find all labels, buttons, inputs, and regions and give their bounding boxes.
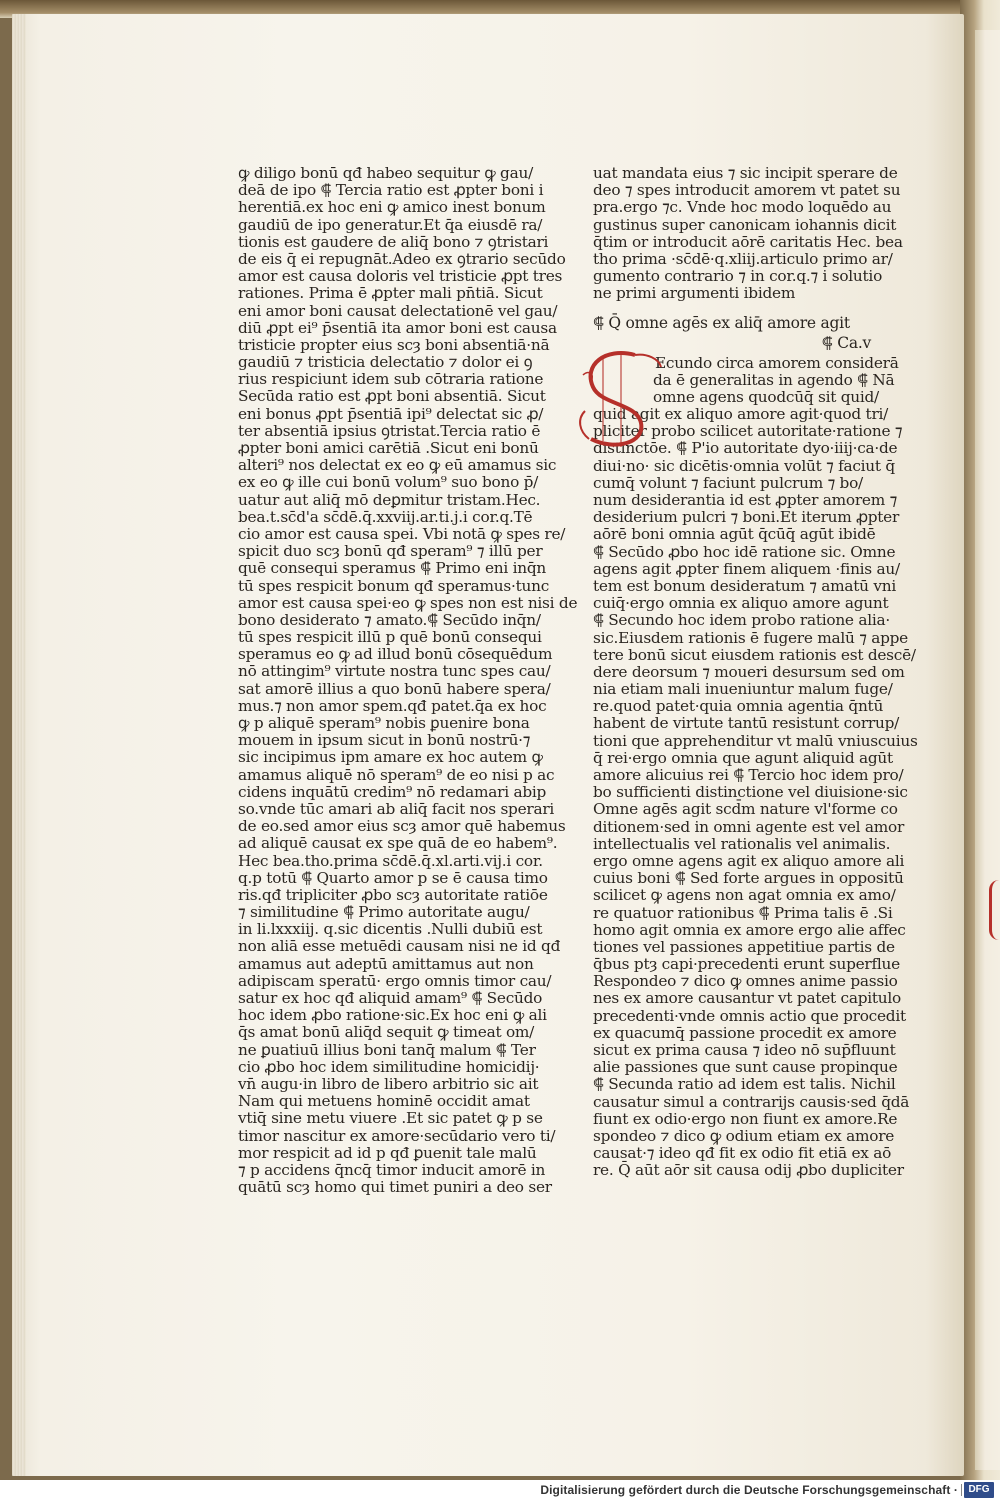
text-line: gaudiū ⁊ tristicia delectatio ⁊ dolor ei ꝯ xyxy=(238,353,533,372)
text-line: tere bonū sicut eiusdem rationis est descē/ xyxy=(593,645,916,664)
text-line: gumento contrario ⁊ in cor.q.⁊ i solutio xyxy=(593,267,883,286)
text-line: q.p totū ⸿ Quarto amor p se ē causa timo xyxy=(238,868,548,887)
text-line: Respondeo ⁊ dico ꝙ omnes anime passio xyxy=(593,972,898,991)
text-line: gustinus super canonicam iohannis dicit xyxy=(593,215,897,234)
text-line: rius respiciunt idem sub cōtraria ratione xyxy=(238,370,544,389)
text-line: satur ex hoc qđ aliquid amam⁹ ⸿ Secūdo xyxy=(238,989,543,1007)
text-line: re quatuor rationibus ⸿ Prima talis ē .Si xyxy=(593,903,893,922)
dfg-logo: DFG xyxy=(964,1482,994,1498)
text-line: Ecundo circa amorem considerā xyxy=(655,353,899,372)
text-line: tū spes respicit bonum qđ speramus·tunc xyxy=(238,576,550,595)
text-line: vtiq̄ sine metu viuere .Et sic patet ꝙ p se xyxy=(238,1109,543,1128)
text-line: alie passiones que sunt cause propinque xyxy=(593,1058,898,1077)
footer-credit: Digitalisierung gefördert durch die Deutsche Forschungsgemeinschaft · xyxy=(540,1483,958,1497)
text-line: ꝙ p aliquē speram⁹ nobis ꝑuenire bona xyxy=(238,714,530,732)
text-line: ⸿ Secundo hoc idem probo ratione alia· xyxy=(593,611,890,630)
text-line: Hec bea.tho.prima sc̄dē.q̄.xl.arti.vij.i cor. xyxy=(238,851,543,870)
text-line: ⁊ similitudine ⸿ Primo autoritate augu/ xyxy=(238,903,530,922)
text-line: nes ex amore causantur vt patet capitulo xyxy=(593,989,902,1008)
page-edges xyxy=(12,14,26,1476)
text-line: cidens inquātū credim⁹ nō redamari abip xyxy=(238,782,547,801)
text-line: tionis est gaudere de aliq̄ bono ⁊ ꝯtristari xyxy=(238,232,549,251)
text-line: amore alicuius rei ⸿ Tercio hoc idem pro/ xyxy=(593,766,904,784)
text-line: rationes. Prima ē ꝓpter mali pn̄tiā. Sicut xyxy=(238,284,543,303)
text-line: Omne agēs agit scd̄m nature vl'forme co xyxy=(593,800,898,819)
text-line: bea.t.sc̄d'a sc̄dē.q̄.xxviij.ar.ti.j.i cor.q.Tē xyxy=(238,507,533,526)
text-line: ⸿ Secunda ratio ad idem est talis. Nichil xyxy=(593,1075,896,1094)
text-line: amor est causa spei·eo ꝙ spes non est nisi de xyxy=(238,593,578,612)
text-line: sicut ex prima causa ⁊ ideo nō sup̄fluunt xyxy=(593,1041,896,1059)
text-line: ex eo ꝙ ille cui bonū volum⁹ suo bono p̄/ xyxy=(238,473,539,492)
text-line: precedenti·vnde omnis actio que procedit xyxy=(593,1006,906,1025)
rubric-mark xyxy=(989,880,1000,940)
text-line: mus.⁊ non amor spem.qđ patet.q̄a ex hoc xyxy=(238,696,547,715)
text-line: quē consequi speramus ⸿ Primo eni inq̄n xyxy=(238,559,547,578)
text-line: causat·⁊ ideo qđ fit ex odio fit etiā ex aō xyxy=(593,1144,892,1163)
text-line: timor nascitur ex amore·secūdario vero ti/ xyxy=(238,1126,556,1145)
text-line: num desiderantia id est ꝓpter amorem ⁊ xyxy=(593,491,897,509)
text-line: sat amorē illius a quo bonū habere spera/ xyxy=(238,679,551,698)
text-line: bono desiderato ⁊ amato.⸿ Secūdo inq̄n/ xyxy=(238,610,541,629)
text-line: desiderium pulcri ⁊ boni.Et iterum ꝓpter xyxy=(593,508,900,527)
text-line: hoc idem ꝓbo ratione·sic.Ex hoc eni ꝙ ali xyxy=(238,1006,547,1025)
text-line: pliciter probo scilicet autoritate·ratione ⁊ xyxy=(593,422,903,441)
text-line: uatur aut aliq̄ mō deꝑmitur tristam.Hec. xyxy=(238,490,541,509)
text-line: re.quod patet·quia omnia agentia q̄ntū xyxy=(593,697,884,716)
text-line: cumq̄ volunt ⁊ faciunt pulcrum ⁊ bo/ xyxy=(593,473,863,492)
text-line: ris.qđ tripliciter ꝓbo scȝ autoritate ratiōe xyxy=(238,885,548,904)
text-line: causatur simul a contrarijs causis·sed q̄dā xyxy=(593,1092,910,1111)
text-line: tū spes respicit illū p quē bonū consequi xyxy=(238,628,542,647)
decorated-initial-s xyxy=(575,345,663,453)
text-line: amor est causa doloris vel tristicie ꝓpt tres xyxy=(238,267,563,286)
footer-separator xyxy=(961,1484,962,1496)
text-line: ditionem·sed in omni agente est vel amor xyxy=(593,817,905,836)
text-line: nō attingim⁹ virtute nostra tunc spes cau/ xyxy=(238,662,551,681)
text-line: ne ꝑuatiuū illius boni tanq̄ malum ⸿ Ter xyxy=(238,1040,536,1059)
text-line: ꝓpter boni amici carētiā .Sicut eni bonū xyxy=(238,439,539,457)
text-line: in li.lxxxiij. q.sic dicentis .Nulli dubiū est xyxy=(238,920,543,939)
text-line: gaudiū de ipo generatur.Et q̄a eiusdē ra/ xyxy=(238,215,543,234)
text-line: Nam qui metuens hominē occidit amat xyxy=(238,1092,530,1111)
text-line: sic.Eiusdem rationis ē fugere malū ⁊ appe xyxy=(593,628,908,647)
text-line: eni bonus ꝓpt p̄sentiā ipi⁹ delectat sic ꝓ/ xyxy=(238,404,544,423)
text-line: ne primi argumenti ibidem xyxy=(593,284,796,303)
text-line: distinctōe. ⸿ P'io autoritate dyo·iiij·ca·de xyxy=(593,439,898,458)
text-line: dere deorsum ⁊ moueri desursum sed om xyxy=(593,662,905,681)
text-line: pra.ergo ⁊c. Vnde hoc modo loquēdo au xyxy=(593,198,892,217)
text-line: homo agit omnia ex amore ergo alie affec xyxy=(593,920,906,939)
text-line: q̄bus ptȝ capi·precedenti erunt superflue xyxy=(593,955,900,974)
text-line: amamus aut adeptū amittamus aut non xyxy=(238,954,534,973)
text-line: cuiq̄·ergo omnia ex aliquo amore agunt xyxy=(593,594,889,613)
text-line: ꝙ diligo bonū qđ habeo sequitur ꝙ gau/ xyxy=(238,164,533,182)
text-line: fiunt ex odio·ergo non fiunt ex amore.Re xyxy=(593,1109,898,1128)
text-line: cio ꝓbo hoc idem similitudine homicidij· xyxy=(238,1057,540,1076)
initial-letter-text: S xyxy=(575,345,576,346)
text-line: sic incipimus ipm amare ex hoc autem ꝙ xyxy=(238,748,543,767)
text-line: uat mandata eius ⁊ sic incipit sperare de xyxy=(593,164,898,182)
text-line: tem est bonum desideratum ⁊ amatū vni xyxy=(593,576,896,595)
right-text-column xyxy=(575,164,918,1180)
text-line: ex quacumq̄ passione procedit ex amore xyxy=(593,1023,897,1042)
text-line: herentiā.ex hoc eni ꝙ amico inest bonum xyxy=(238,198,546,217)
text-line: cio amor est causa spei. Vbi notā ꝙ spes re/ xyxy=(238,524,566,543)
text-line: q̄ rei·ergo omnia que agunt aliquid agūt xyxy=(593,748,893,767)
text-line: tioni que apprehenditur vt malū vniuscuius xyxy=(593,731,918,750)
text-line: non aliā esse metuēdi causam nisi ne id qđ xyxy=(238,937,561,956)
text-line: tho prima ·sc̄dē·q.xliij.articulo primo ar/ xyxy=(593,249,893,268)
text-line: mor respicit ad id p qđ ꝑuenit tale malū xyxy=(238,1143,537,1162)
text-line: tiones vel passiones appetitiue partis de xyxy=(593,937,895,956)
text-line: spondeo ⁊ dico ꝙ odium etiam ex amore xyxy=(593,1126,895,1145)
text-line: ergo omne agens agit ex aliquo amore ali xyxy=(593,851,905,870)
text-line: adipiscam speratū· ergo omnis timor cau/ xyxy=(238,971,552,990)
text-line: deo ⁊ spes introducit amorem vt patet su xyxy=(593,181,901,200)
text-line: agens agit ꝓpter finem aliquem ·finis au/ xyxy=(593,559,900,578)
text-line: de eo.sed amor eius scȝ amor quē habemus xyxy=(238,817,566,836)
text-line: Secūda ratio est ꝓpt boni absentiā. Sicut xyxy=(238,387,546,406)
text-line: tristicie propter eius scȝ boni absentiā·nā xyxy=(238,335,550,354)
text-line: speramus eo ꝙ ad illud bonū cōsequēdum xyxy=(238,645,553,664)
text-line: eni amor boni causat delectationē vel gau/ xyxy=(238,301,558,320)
text-line: cuius boni ⸿ Sed forte argues in oppositū xyxy=(593,869,904,888)
text-line: quātū scȝ homo qui timet puniri a deo ser xyxy=(238,1178,552,1197)
text-line: so.vnde tūc amari ab aliq̄ facit nos sperari xyxy=(238,799,555,818)
text-line: quid agit ex aliquo amore agit·quod tri/ xyxy=(593,405,889,424)
next-page-edge xyxy=(975,30,1000,1470)
text-line: mouem in ipsum sicut in bonū nostrū·⁊ xyxy=(238,731,531,750)
text-line: habent de virtute tantū resistunt corrup/ xyxy=(593,714,900,733)
text-line: diū ꝓpt ei⁹ p̄sentiā ita amor boni est causa xyxy=(238,318,557,337)
text-line: scilicet ꝙ agens non agat omnia ex amo/ xyxy=(593,886,896,905)
text-line: ter absentiā ipsius ꝯtristat.Tercia ratio ē xyxy=(238,421,541,440)
text-line: vn̄ augu·in libro de libero arbitrio sic ait xyxy=(238,1074,539,1093)
text-line: spicit duo scȝ bonū qđ speram⁹ ⁊ illū per xyxy=(238,542,543,561)
text-line: q̄tim or introducit aōrē caritatis Hec. bea xyxy=(593,232,903,251)
text-line: ⁊ p accidens q̄ncq̄ timor inducit amorē in xyxy=(238,1160,546,1179)
text-line: re. Q̄ aūt aōr sit causa odij ꝓbo dupliciter xyxy=(593,1161,904,1180)
text-line: bo sufficienti distinctione vel diuisione·sic xyxy=(593,783,908,802)
text-line: q̄s amat bonū aliq̄d sequit ꝙ timeat om/ xyxy=(238,1023,535,1042)
text-line: intellectualis vel rationalis vel animalis. xyxy=(593,834,891,853)
chapter-label: ⸿ Ca.v xyxy=(821,333,871,352)
footer-bar xyxy=(0,1480,1000,1501)
chapter-heading: ⸿ Q̄ omne agēs ex aliq̄ amore agit xyxy=(593,313,850,332)
text-line: nia etiam mali inueniuntur malum fuge/ xyxy=(593,680,893,699)
text-line: da ē generalitas in agendo ⸿ Nā xyxy=(653,370,895,389)
left-text-column xyxy=(238,164,578,1197)
text-line: diui·no· sic dicētis·omnia volūt ⁊ faciut q̄ xyxy=(593,456,895,475)
text-line: amamus aliquē nō speram⁹ de eo nisi p ac xyxy=(238,765,555,784)
text-line: ad aliquē causat ex spe quā de eo habem⁹. xyxy=(238,834,558,853)
text-line: alteri⁹ nos delectat ex eo ꝙ eū amamus sic xyxy=(238,456,557,475)
right-column-body-text xyxy=(593,353,918,1180)
text-line: omne agens quodcūq̄ sit quid/ xyxy=(653,387,879,406)
right-column-top-text xyxy=(593,164,903,303)
text-line: de eis q̄ ei repugnāt.Adeo ex ꝯtrario secūdo xyxy=(238,249,566,268)
text-line: deā de ipo ⸿ Tercia ratio est ꝓpter boni i xyxy=(238,181,544,200)
text-line: ⸿ Secūdo ꝓbo hoc idē ratione sic. Omne xyxy=(593,542,896,561)
text-line: aōrē boni omnia agūt q̄cūq̄ agūt ibidē xyxy=(593,525,876,544)
